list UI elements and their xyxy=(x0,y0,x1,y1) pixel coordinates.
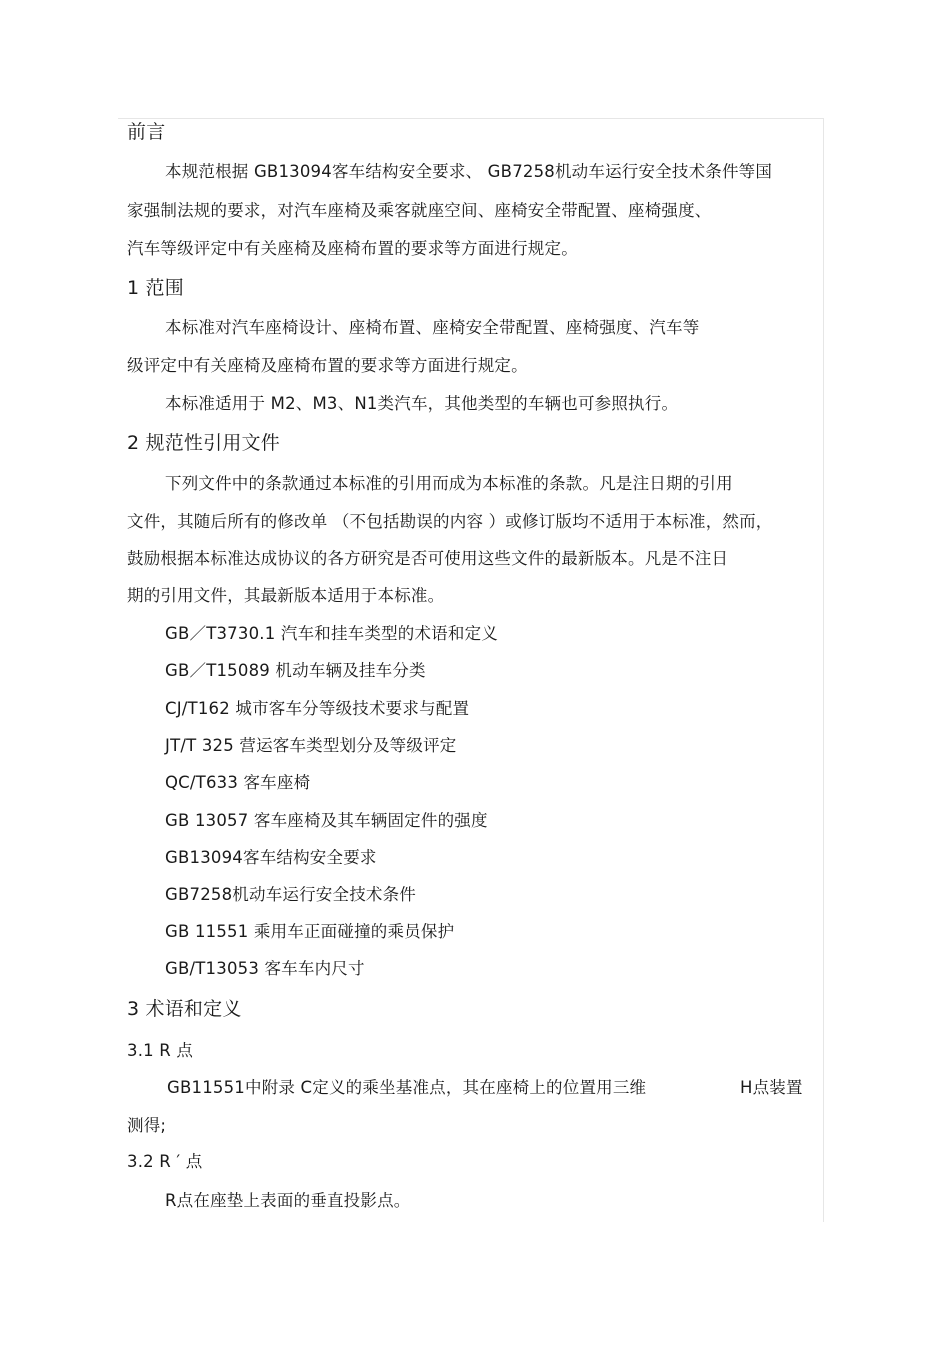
reference-item: JT/T 325 营运客车类型划分及等级评定 xyxy=(165,736,457,755)
section-3-heading: 3 术语和定义 xyxy=(127,998,242,1020)
normative-paragraph-line-4: 期的引用文件，其最新版本适用于本标准。 xyxy=(127,586,445,605)
r-point-definition-line-2: 测得; xyxy=(127,1116,167,1135)
reference-item: CJ/T162 城市客车分等级技术要求与配置 xyxy=(165,699,470,718)
r-prime-point-definition: R点在座垫上表面的垂直投影点。 xyxy=(165,1191,411,1210)
scope-paragraph-line-2: 级评定中有关座椅及座椅布置的要求等方面进行规定。 xyxy=(127,356,528,375)
section-1-heading: 1 范围 xyxy=(127,277,184,299)
normative-paragraph-line-2: 文件，其随后所有的修改单 （不包括勘误的内容 ）或修订版均不适用于本标准，然而， xyxy=(127,512,773,531)
normative-paragraph-line-3: 鼓励根据本标准达成协议的各方研究是否可使用这些文件的最新版本。凡是不注日 xyxy=(127,549,729,568)
scope-paragraph-line-1: 本标准对汽车座椅设计、座椅布置、座椅安全带配置、座椅强度、汽车等 xyxy=(165,318,700,337)
reference-item: QC/T633 客车座椅 xyxy=(165,773,311,792)
scope-applicability-paragraph: 本标准适用于 M2、M3、N1类汽车，其他类型的车辆也可参照执行。 xyxy=(165,394,679,413)
preface-paragraph-line-3: 汽车等级评定中有关座椅及座椅布置的要求等方面进行规定。 xyxy=(127,239,578,258)
subsection-3-2-heading: 3.2 R ′ 点 xyxy=(127,1152,203,1171)
preface-heading: 前言 xyxy=(127,121,166,143)
r-point-definition-line-1: GB11551中附录 C定义的乘坐基准点，其在座椅上的位置用三维 xyxy=(167,1078,647,1097)
preface-paragraph-line-1: 本规范根据 GB13094客车结构安全要求、 GB7258机动车运行安全技术条件等国 xyxy=(165,162,773,181)
section-2-heading: 2 规范性引用文件 xyxy=(127,432,280,454)
reference-item: GB 11551 乘用车正面碰撞的乘员保护 xyxy=(165,922,455,941)
preface-paragraph-line-2: 家强制法规的要求，对汽车座椅及乘客就座空间、座椅安全带配置、座椅强度、 xyxy=(127,201,712,220)
reference-item: GB 13057 客车座椅及其车辆固定件的强度 xyxy=(165,811,488,830)
r-point-definition-line-1-end: H点装置 xyxy=(740,1078,803,1097)
reference-item: GB13094客车结构安全要求 xyxy=(165,848,377,867)
reference-item: GB／T3730.1 汽车和挂车类型的术语和定义 xyxy=(165,624,498,643)
normative-paragraph-line-1: 下列文件中的条款通过本标准的引用而成为本标准的条款。凡是注日期的引用 xyxy=(165,474,733,493)
page-frame-right-rule xyxy=(823,118,824,1222)
reference-item: GB/T13053 客车车内尺寸 xyxy=(165,959,365,978)
reference-item: GB／T15089 机动车辆及挂车分类 xyxy=(165,661,426,680)
page-frame-top-rule xyxy=(118,118,824,119)
reference-item: GB7258机动车运行安全技术条件 xyxy=(165,885,416,904)
subsection-3-1-heading: 3.1 R 点 xyxy=(127,1041,194,1060)
